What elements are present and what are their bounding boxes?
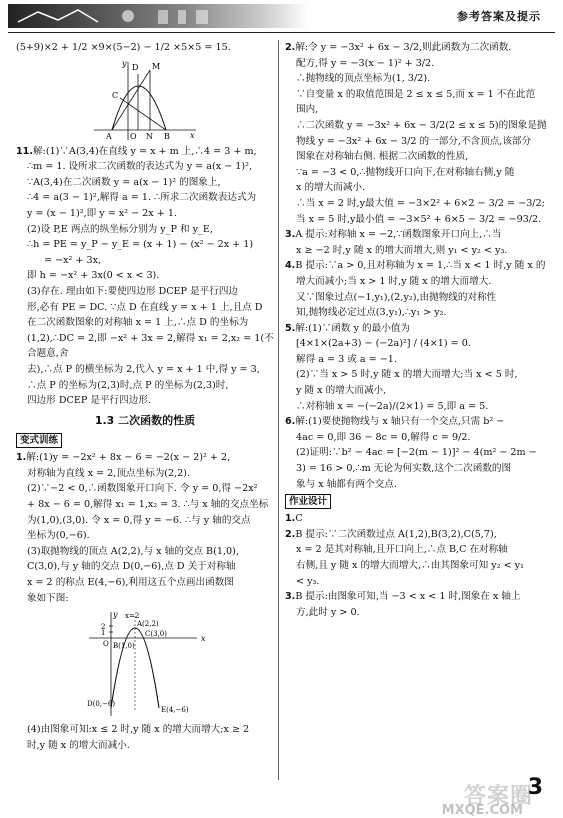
column-divider: [278, 40, 279, 780]
fig2-tick-1: 1: [101, 629, 106, 638]
fig2-tick-2: 2: [101, 623, 106, 632]
section-title: 1.3 二次函数的性质: [94, 413, 196, 427]
text-line: B 提示:∵a > 0,且对称轴为 x = 1,∴当 x < 1 时,y 随 x 的: [295, 260, 546, 272]
text-line: 坐标为(0,−6).: [27, 530, 90, 542]
right-column: [285, 40, 550, 620]
question-number: 3.: [285, 229, 296, 241]
text-line: ∴二次函数 y = −3x² + 6x − 3/2(2 ≤ x ≤ 5)的图象是抛: [296, 119, 547, 131]
text-line: ∴当 x = 2 时,y最大值 = −3×2² + 6×2 − 3/2 = −3/2;: [296, 197, 545, 209]
text-line: y 随 x 的增大而减小,: [296, 385, 387, 397]
fig1-label-M: M: [152, 61, 161, 71]
text-line: 解:(1)∵函数 y 的最小值为: [295, 322, 411, 334]
text-line: 形,必有 PE = DC. ∵点 D 在直线 y = x + 1 上,且点 D: [27, 301, 263, 313]
fig2-label-B: B(1,0): [113, 642, 135, 651]
question-number: 3.: [285, 591, 296, 603]
text-line: ∴m = 1. 设所求二次函数的表达式为 y = a(x − 1)²,: [27, 161, 253, 173]
answer-h2: [285, 527, 550, 543]
answer-h3: [285, 589, 550, 605]
header-decor-icon: [8, 4, 308, 28]
fig2-label-D: D(0,−6): [87, 700, 116, 709]
fig1-axis-y: y: [122, 58, 127, 68]
page-header: [0, 0, 563, 34]
text-line: 右侧,且 y 随 x 的增大而增大,∴由其图象可知 y₂ < y₁: [296, 560, 524, 571]
text-line: (2)证明:∵b² − 4ac = [−2(m − 1)]² − 4(m² − 2m −: [296, 447, 537, 459]
text-line: 解:(1)y = −2x² + 8x − 6 = −2(x − 2)² + 2,: [26, 452, 231, 464]
left-column: [16, 40, 274, 753]
text-line: 配方,得 y = −3(x − 1)² + 3/2.: [296, 57, 435, 69]
text-line: 解:(1)要使抛物线与 x 轴只有一个交点,只需 b² −: [295, 416, 505, 428]
text-line: 时,y 随 x 的增大而减小.: [27, 739, 130, 751]
text-line: x = 2 的称点 E(4,−6),利用这五个点画出函数图: [27, 577, 234, 589]
question-number: 2.: [285, 42, 296, 53]
fig2-label-A: A(2,2): [137, 620, 159, 629]
text-line: C: [295, 513, 303, 525]
figure-parabola-1: [90, 58, 200, 142]
text-line: ∵A(3,4)在二次函数 y = a(x − 1)² 的图象上,: [27, 176, 221, 188]
text-line: ∴对称轴 x = −(−2a)/(2×1) = 5,即 a = 5.: [296, 400, 489, 412]
text-line: (2)∵−2 < 0,∴函数图象开口向下. 令 y = 0,得 −2x²: [27, 483, 258, 495]
question-number: 1.: [16, 452, 27, 464]
fig1-label-N: N: [146, 131, 153, 141]
answer-5: [285, 321, 550, 337]
fig1-axis-x: x: [190, 130, 195, 140]
text-line: (1,2),∴DC = 2,即 −x² + 3x = 2,解得 x₁ = 2,x₂ = 1(不合题意,舍: [27, 332, 274, 360]
text-line: 即 h = −x² + 3x(0 < x < 3).: [27, 270, 160, 282]
text-line: 当 x = 5 时,y最小值 = −3×5² + 6×5 − 3/2 = −93/2.: [296, 213, 542, 225]
text-line: ∵自变量 x 的取值范围是 2 ≤ x ≤ 5,而 x = 1 不在此范: [296, 88, 536, 100]
text-line: (4)由图象可知:x ≤ 2 时,y 随 x 的增大而增大;x ≥ 2: [27, 724, 250, 736]
fig1-label-O: O: [130, 131, 137, 141]
text-line: ∴抛物线的顶点坐标为(1, 3/2).: [296, 73, 431, 85]
text-line: 对称轴为直线 x = 2,顶点坐标为(2,2).: [27, 467, 191, 479]
text-line: ∴h = PE = y_P − y_E = (x + 1) − (x² − 2x + 1): [27, 239, 254, 251]
fig2-label-O: O: [103, 640, 109, 649]
fig2-axis-x: x: [201, 634, 206, 644]
text-line: + 8x − 6 = 0,解得 x₁ = 1,x₂ = 3. ∴与 x 轴的交点坐标: [27, 499, 269, 511]
question-number: 5.: [285, 322, 296, 334]
text-line: (5+9)×2 + 1/2 ×9×(5−2) − 1/2 ×5×5 = 15.: [16, 42, 231, 53]
text-line: [4×1×(2a+3) − (−2a)²] / (4×1) = 0.: [296, 338, 471, 350]
text-line: x ≥ −2 时,y 随 x 的增大而增大,则 y₁ < y₂ < y₃.: [296, 244, 508, 256]
text-line: B 提示:由图象可知,当 −3 < x < 1 时,图象在 x 轴上: [295, 591, 521, 603]
text-line: 解:令 y = −3x² + 6x − 3/2,则此函数为二次函数.: [295, 42, 512, 53]
question-number: 11.: [16, 145, 33, 157]
answer-3: [285, 227, 550, 243]
text-line: 知,抛物线必定过点(3,y₁),∴y₁ > y₂.: [296, 307, 447, 319]
fig2-axis-y: y: [113, 610, 118, 620]
fig2-label-E: E(4,−6): [161, 706, 189, 715]
text-line: 去),∴点 P 的横坐标为 2,代入 y = x + 1 中,得 y = 3,: [27, 363, 260, 375]
text-line: B 提示:∵二次函数过点 A(1,2),B(3,2),C(5,7),: [295, 528, 497, 540]
fig1-label-D: D: [132, 62, 139, 72]
question-number: 4.: [285, 260, 296, 272]
text-line: (2)∵当 x > 5 时,y 随 x 的增大而增大;当 x < 5 时,: [296, 369, 518, 381]
answer-4: [285, 258, 550, 274]
text-line: 4ac = 0,即 36 − 8c = 0,解得 c = 9/2.: [296, 431, 471, 443]
text-line: ∴点 P 的坐标为(2,3)时,点 P 的坐标为(2,3)时,: [27, 379, 229, 391]
box-label-homework: 作业设计: [285, 494, 331, 509]
text-line: 3) = 16 > 0,∴m 无论为何实数,这个二次函数的图: [296, 463, 512, 475]
text-line: (3)取抛物线的顶点 A(2,2),与 x 轴的交点 B(1,0),: [27, 545, 239, 557]
text-line: 在二次函数图象的对称轴 x = 1 上,∴点 D 的坐标为: [27, 317, 249, 329]
question-number: 1.: [285, 513, 296, 525]
watermark-url: MXQE.COM: [441, 803, 523, 818]
text-line: ∴4 = a(3 − 1)²,解得 a = 1. ∴所求二次函数表达式为: [27, 192, 257, 204]
text-line: 增大而减小;当 x > 1 时,y 随 x 的增大而增大.: [296, 275, 492, 287]
text-line: 解得 a = 3 或 a = −1.: [296, 353, 397, 365]
fig1-label-C: C: [112, 90, 119, 100]
answer-2: [285, 40, 550, 56]
text-line: 又∵图象过点(−1,y₁),(2,y₂),由抛物线的对称性: [296, 291, 497, 303]
answer-v1: [16, 450, 274, 466]
text-line: 方,此时 y > 0.: [296, 606, 360, 618]
text-line: 象与 x 轴都有两个交点.: [296, 478, 397, 490]
header-title: 参考答案及提示: [457, 10, 541, 23]
text-line: x = 2 是其对称轴,且开口向上,∴点 B,C 在对称轴: [296, 544, 508, 556]
text-line: = −x² + 3x,: [44, 254, 102, 266]
page-number: 3: [527, 775, 543, 800]
text-line: 四边形 DCEP 是平行四边形.: [27, 395, 151, 407]
text-line: 围内,: [296, 104, 319, 116]
answer-h1: [285, 511, 550, 527]
fig2-label-x2: x=2: [125, 612, 140, 621]
text-line: (2)设 P,E 两点的纵坐标分别为 y_P 和 y_E,: [27, 223, 213, 235]
fig1-label-A: A: [106, 131, 112, 141]
figure-parabola-2: [85, 608, 205, 720]
question-number: 2.: [285, 528, 296, 540]
text-line: 物线 y = −3x² + 6x − 3/2 的一部分,不含顶点,该部分: [296, 135, 532, 147]
answer-6: [285, 414, 550, 430]
answer-11: [16, 144, 274, 160]
text-line: 为(1,0),(3,0). 令 x = 0,得 y = −6. ∴与 y 轴的交点: [27, 514, 251, 526]
box-label-variant-training: 变式训练: [16, 433, 62, 448]
text-line: C(3,0),与 y 轴的交点 D(0,−6),点 D 关于对称轴: [27, 561, 236, 573]
text-line: (3)存在. 理由如下:要使四边形 DCEP 是平行四边: [27, 285, 239, 297]
watermark: 答案圈: [463, 784, 533, 809]
header-rule: [8, 32, 555, 33]
text-line: x 的增大而减小.: [296, 182, 366, 194]
question-number: 6.: [285, 416, 296, 428]
fig1-label-B: B: [164, 131, 170, 141]
text-line: ∵a = −3 < 0,∴抛物线开口向下,在对称轴右侧,y 随: [296, 166, 515, 178]
text-line: 解:(1)∵A(3,4)在直线 y = x + m 上,∴4 = 3 + m,: [33, 145, 257, 157]
text-line: 图象在对称轴右侧. 根据二次函数的性质,: [296, 151, 469, 163]
text-line: 象如下图:: [27, 592, 69, 604]
fig2-label-C: C(3,0): [145, 630, 167, 639]
text-line: < y₃.: [296, 575, 320, 587]
text-line: A 提示:对称轴 x = −2,∵函数图象开口向上,∴当: [295, 229, 502, 241]
text-line: y = (x − 1)²,即 y = x² − 2x + 1.: [27, 207, 177, 219]
